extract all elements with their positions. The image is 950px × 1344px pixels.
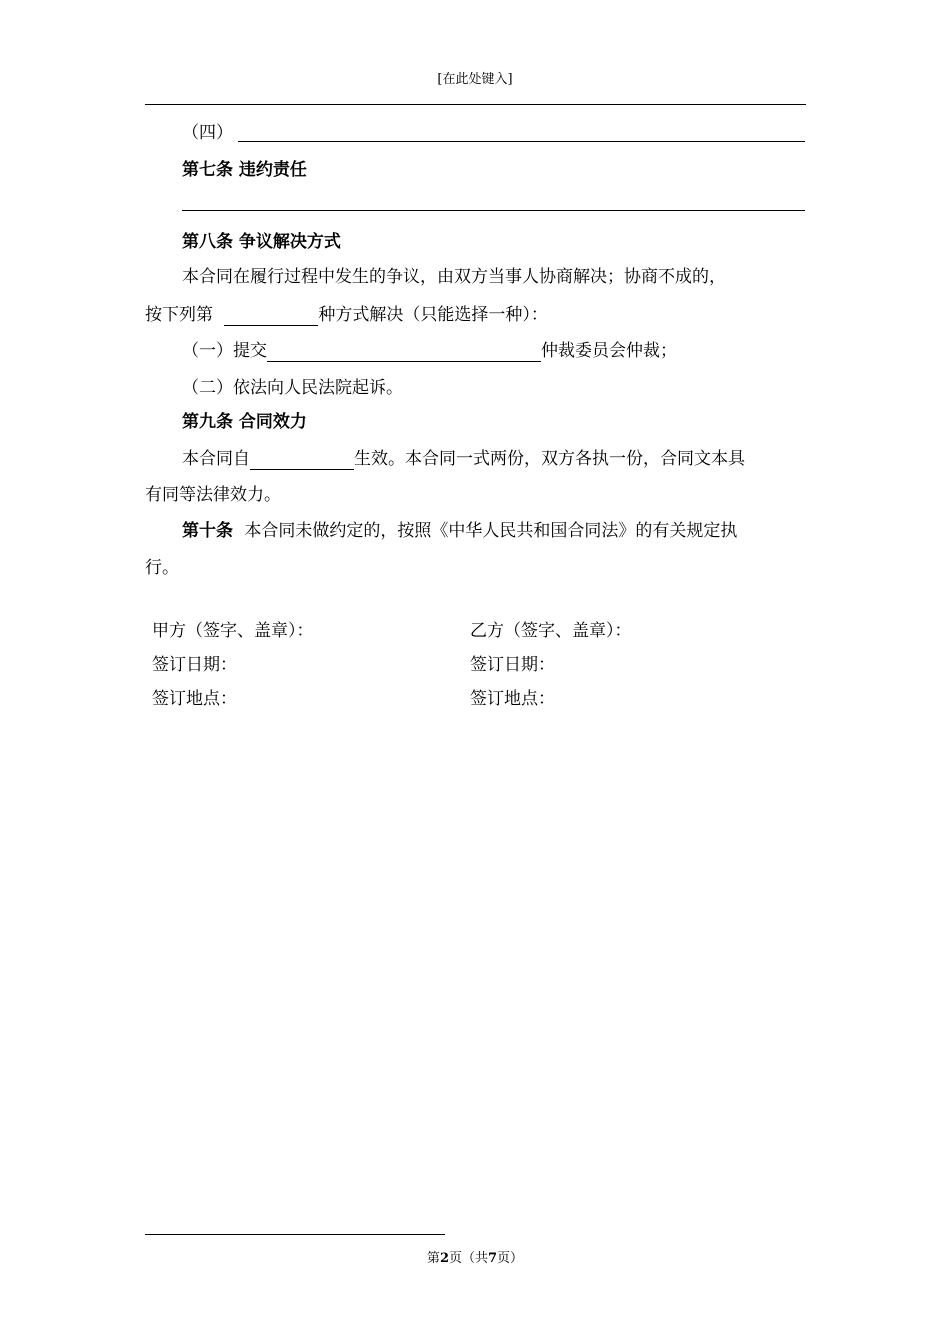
footnote-rule: [145, 1234, 445, 1235]
article-8-option-1-b: 仲裁委员会仲裁；: [541, 341, 677, 361]
dispute-method-blank: [224, 308, 318, 326]
article-10-line-1: [182, 520, 737, 542]
article-8-text-line-2: [145, 304, 548, 326]
clause-item-4-label: （四）: [182, 123, 233, 143]
article-8-text-line-1: 本合同在履行过程中发生的争议，由双方当事人协商解决；协商不成的，: [182, 267, 726, 287]
arbitration-commission-blank: [267, 344, 541, 362]
party-a-signature: 甲方（签字、盖章）：: [152, 621, 314, 641]
party-b-sign-place: 签订地点：: [470, 689, 555, 709]
page-header: [在此处键入]: [437, 72, 513, 87]
article-8-title: 第八条 争议解决方式: [182, 232, 341, 252]
page-footer: [0, 1247, 950, 1266]
header-rule: [145, 104, 806, 105]
article-9-title: 第九条 合同效力: [182, 412, 307, 432]
article-8-text-line-2-a: 按下列第: [145, 305, 213, 325]
clause-item-4-blank: [238, 141, 805, 142]
effective-date-blank: [250, 452, 354, 470]
party-a-sign-place: 签订地点：: [152, 689, 237, 709]
footer-page-number: 2: [439, 1251, 449, 1266]
article-7-blank: [182, 210, 805, 211]
article-9-text-line-1-a: 本合同自: [182, 449, 250, 469]
article-7-title: 第七条 违约责任: [182, 160, 307, 180]
party-b-signature: 乙方（签字、盖章）：: [470, 621, 632, 641]
article-9-text-line-2: 有同等法律效力。: [145, 485, 281, 505]
party-a-sign-date: 签订日期：: [152, 655, 237, 675]
article-8-option-1-a: （一）提交: [182, 341, 267, 361]
footer-mid: 页（共: [448, 1251, 488, 1266]
party-b-sign-date: 签订日期：: [470, 655, 555, 675]
footer-suffix: 页）: [497, 1251, 524, 1266]
article-10-text-line-1: 本合同未做约定的，按照《中华人民共和国合同法》的有关规定执: [244, 521, 738, 541]
article-8-option-2: （二）依法向人民法院起诉。: [182, 378, 403, 398]
article-8-text-line-2-b: 种方式解决（只能选择一种）：: [318, 305, 548, 325]
article-9-text-line-1-b: 生效。本合同一式两份，双方各执一份，合同文本具: [354, 449, 745, 469]
article-9-text-line-1: [182, 448, 745, 470]
article-10-label: 第十条: [182, 521, 233, 541]
footer-total-pages: 7: [488, 1251, 498, 1266]
article-8-option-1: [182, 340, 677, 362]
article-10-text-line-2: 行。: [145, 558, 179, 578]
footer-prefix: 第: [426, 1251, 440, 1266]
